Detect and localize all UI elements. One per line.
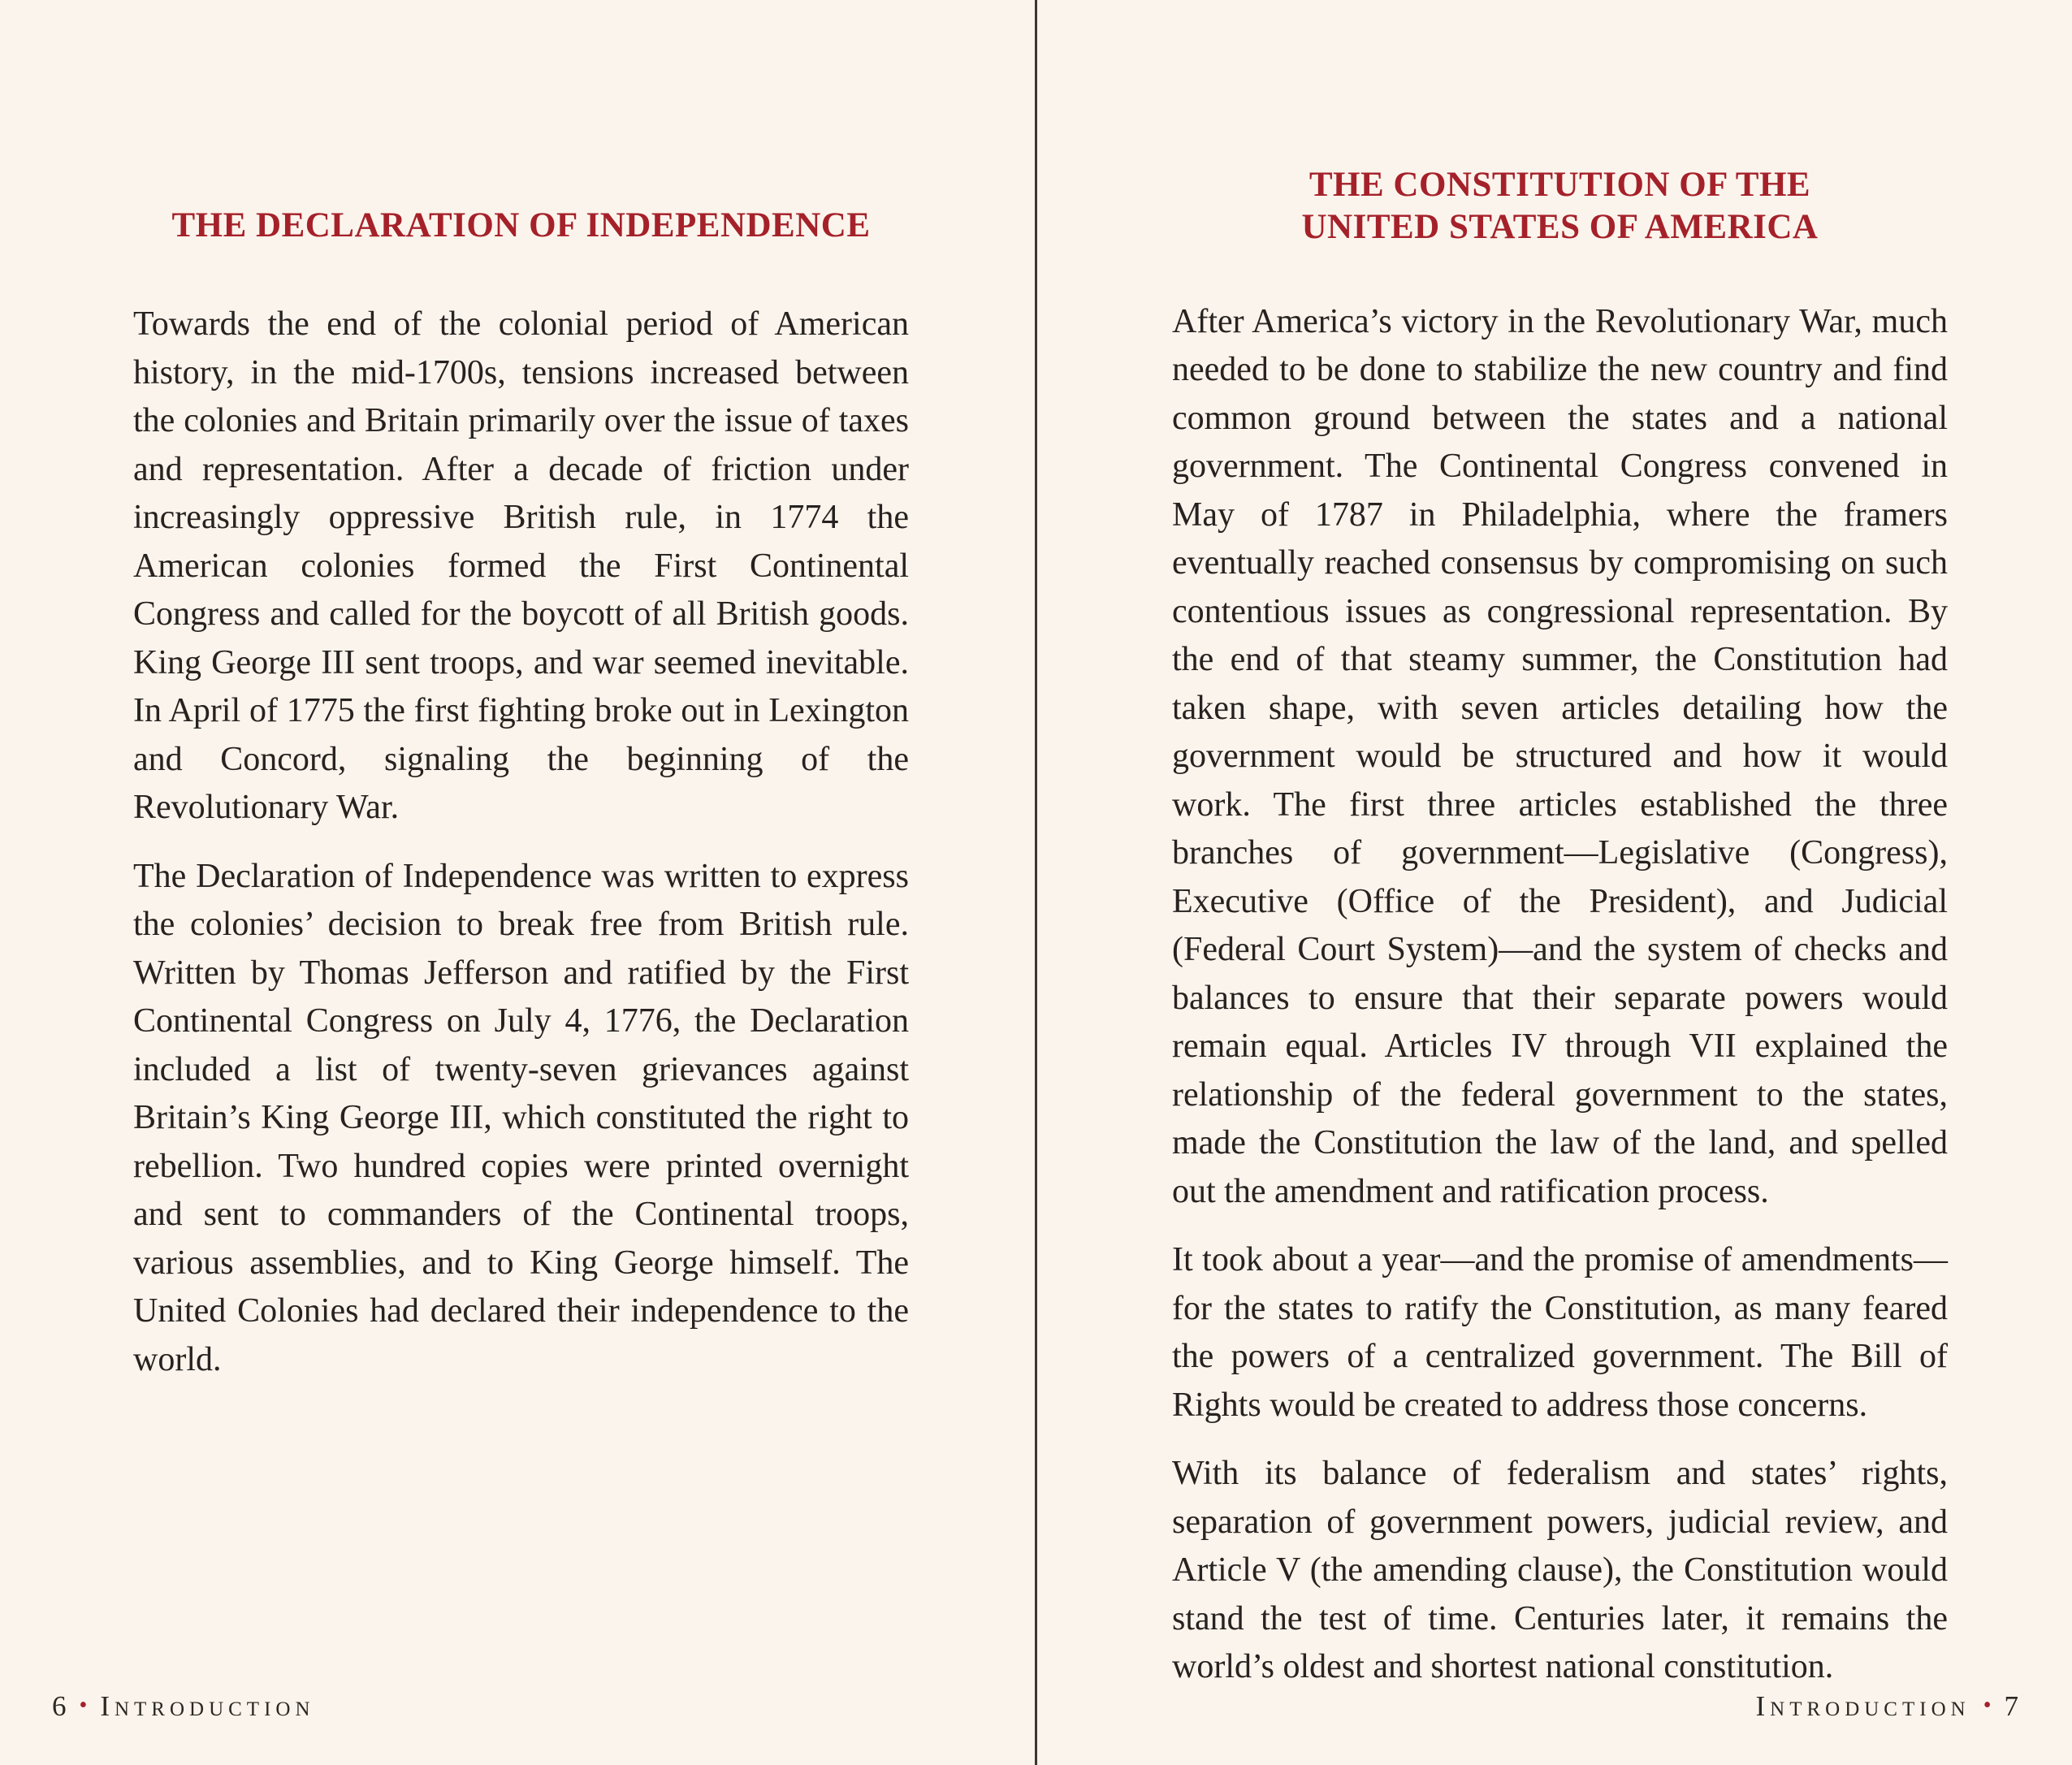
section-label-left: Introduction [100, 1690, 315, 1722]
footer-bullet-icon: • [1983, 1693, 1992, 1719]
left-paragraph-2: The Declaration of Independence was written to express the colonies’ decision to break free from British rule. Written by Thomas Jefferson and ratified by the First Continental Congress on July 4, 1776, the Declaration included a list of twenty-seven grievances against Britain’s King George III, which constituted the right to rebellion. Two hundred copies were printed overnight and sent to commanders of the Continental troops, various assemblies, and to King George himself. The United Colonies had declared their independence to the world. [133, 857, 909, 1378]
page-number-left: 6 [52, 1690, 67, 1722]
right-paragraph-1: After America’s victory in the Revolutionary War, much needed to be done to stabilize the new country and find common ground between the states and a national government. The Continental Congress convened in May of 1787 in Philadelphia, where the framers eventually reached consensus by compromising on such contentious issues as congressional representation. By the end of that steamy summer, the Constitution had taken shape, with seven articles detailing how the government would be structured and how it would work. The first three articles established the three branches of government—Legislative (Congress), Executive (Office of the President), and Judicial (Federal Court System)—and the system of checks and balances to ensure that their separate powers would remain equal. Articles IV through VII explained the relationship of the federal government to the states, made the Constitution the law of the land, and spelled out the amendment and ratification process. [1172, 302, 1948, 1210]
right-page-title [1172, 164, 1948, 249]
footer-left [52, 1690, 315, 1723]
section-label-right: Introduction [1755, 1690, 1970, 1722]
right-page-title-line2: UNITED STATES OF AMERICA [1301, 208, 1819, 247]
footer-bullet-icon: • [79, 1693, 88, 1719]
footer-right [1755, 1690, 2018, 1723]
page-divider-rule [1035, 0, 1037, 1765]
left-paragraph-1: Towards the end of the colonial period of American history, in the mid-1700s, tensions increased between the colonies and Britain primarily over the issue of taxes and representation. After a decade of friction under increasingly oppressive British rule, in 1774 the American colonies formed the First Continental Congress and called for the boycott of all British goods. King George III sent troops, and war seemed inevitable. In April of 1775 the first fighting broke out in Lexington and Concord, signaling the beginning of the Revolutionary War. [133, 305, 909, 827]
right-paragraph-3: With its balance of federalism and states’ rights, separation of government powers, judicial review, and Article V (the amending clause), the Constitution would stand the test of time. Centuries later, it remains the world’s oldest and shortest national constitution. [1172, 1455, 1948, 1686]
page-right [1172, 0, 1948, 1712]
right-paragraph-2: It took about a year—and the promise of amendments—for the states to ratify the Constitution, as many feared the powers of a centralized government. The Bill of Rights would be created to address those concerns. [1172, 1241, 1948, 1424]
right-page-title-line1: THE CONSTITUTION OF THE [1309, 166, 1811, 204]
left-page-title: THE DECLARATION OF INDEPENDENCE [171, 206, 871, 244]
page-number-right: 7 [2004, 1690, 2018, 1722]
page-left [133, 0, 909, 1404]
